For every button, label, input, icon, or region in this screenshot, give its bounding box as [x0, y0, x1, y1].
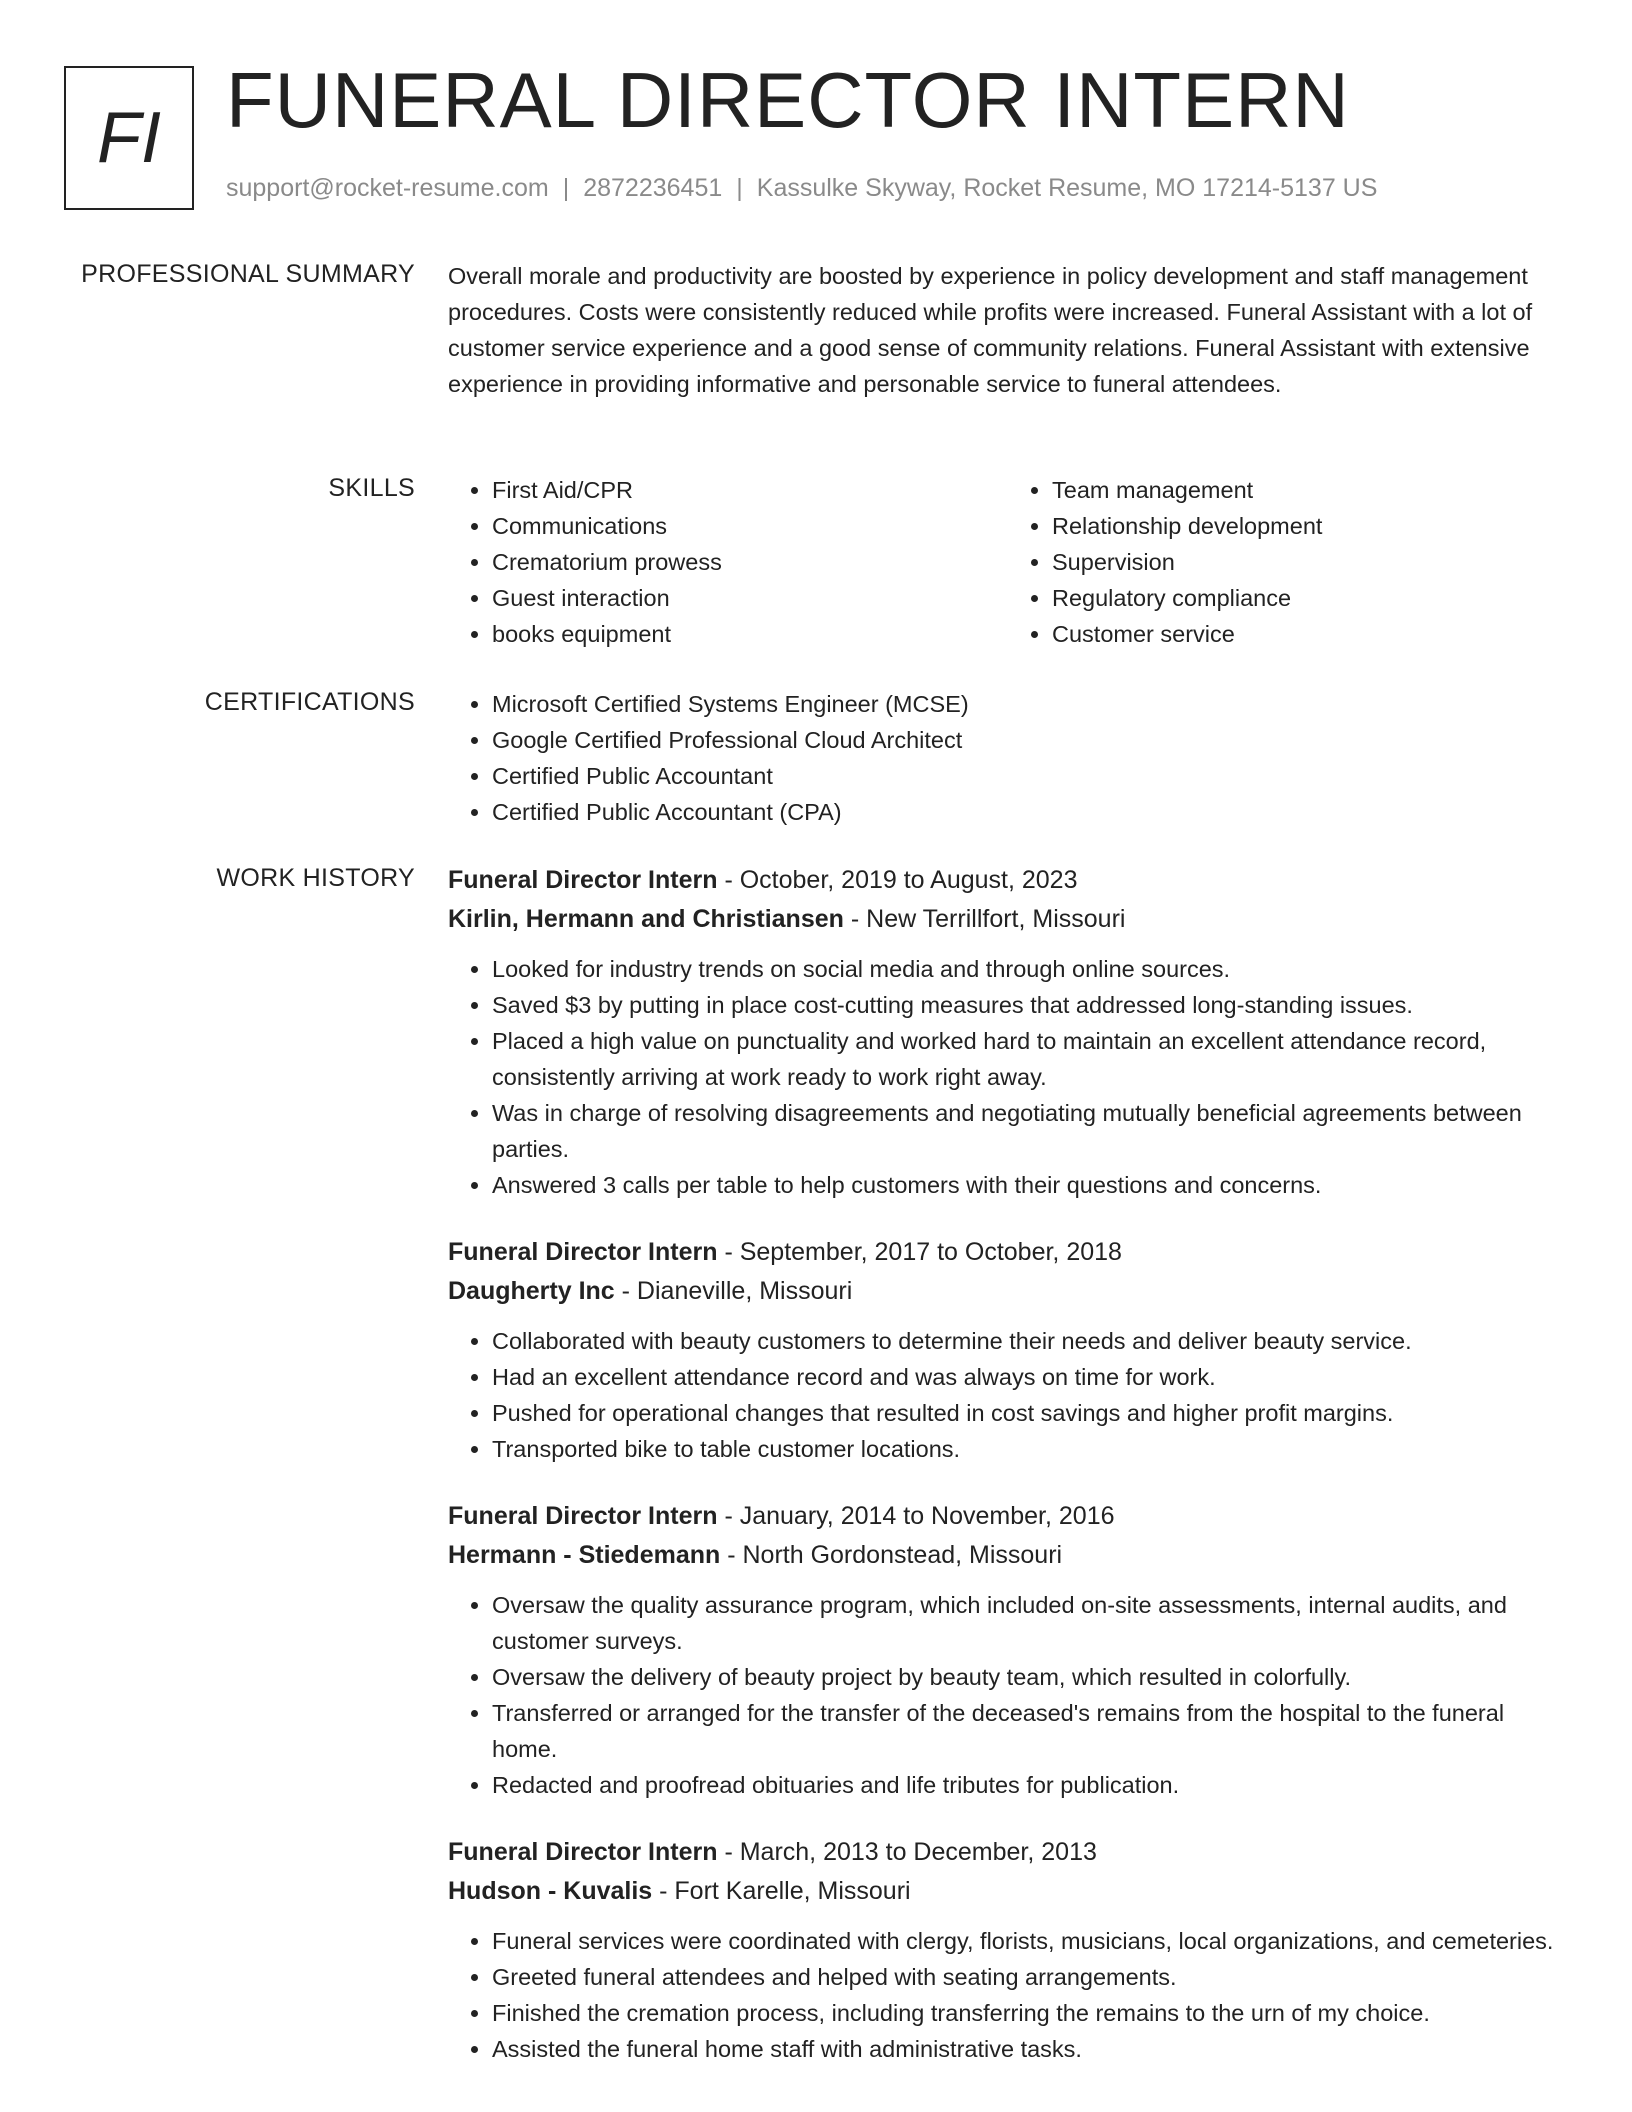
- skill-item: • Relationship development: [1052, 508, 1568, 544]
- job-bullet: • Looked for industry trends on social media and through online sources.: [492, 951, 1568, 987]
- job-title-line: [448, 1233, 1568, 1272]
- job-bullets: [448, 1587, 1568, 1803]
- skills-heading: SKILLS: [328, 474, 415, 502]
- certifications-heading: CERTIFICATIONS: [204, 688, 415, 716]
- skill-item: • Customer service: [1052, 616, 1568, 652]
- job-bullets: [448, 1923, 1568, 2067]
- job-title: Funeral Director Intern: [448, 1838, 718, 1866]
- certifications-body: [448, 686, 1568, 830]
- job-title-line: [448, 1497, 1568, 1536]
- job-title: Funeral Director Intern: [448, 866, 718, 894]
- job-dates: - October, 2019 to August, 2023: [724, 866, 1078, 894]
- job-location: - Fort Karelle, Missouri: [659, 1877, 911, 1905]
- skill-item: • First Aid/CPR: [492, 472, 1008, 508]
- certification-item: • Certified Public Accountant: [492, 758, 1568, 794]
- job-company: Daugherty Inc: [448, 1277, 615, 1305]
- job-bullet: • Greeted funeral attendees and helped with seating arrangements.: [492, 1959, 1568, 1995]
- certification-item: • Certified Public Accountant (CPA): [492, 794, 1568, 830]
- job-bullet: • Funeral services were coordinated with clergy, florists, musicians, local organizations, and cemeteries.: [492, 1923, 1568, 1959]
- skill-item: • Team management: [1052, 472, 1568, 508]
- job-location: - North Gordonstead, Missouri: [727, 1541, 1063, 1569]
- monogram-logo: [64, 66, 194, 210]
- job-title: Funeral Director Intern: [448, 1238, 718, 1266]
- job-bullet: • Finished the cremation process, including transferring the remains to the urn of my choice.: [492, 1995, 1568, 2031]
- job-bullets: [448, 1323, 1568, 1467]
- job-dates: - September, 2017 to October, 2018: [724, 1238, 1122, 1266]
- skill-item: • Supervision: [1052, 544, 1568, 580]
- job-bullet: • Transported bike to table customer locations.: [492, 1431, 1568, 1467]
- contact-phone[interactable]: 2872236451: [583, 174, 723, 202]
- job-bullet: • Assisted the funeral home staff with administrative tasks.: [492, 2031, 1568, 2067]
- contact-separator: |: [736, 174, 743, 202]
- job-dates: - January, 2014 to November, 2016: [724, 1502, 1115, 1530]
- job-entry: [448, 1233, 1568, 1467]
- certification-item: • Microsoft Certified Systems Engineer (MCSE): [492, 686, 1568, 722]
- job-dates: - March, 2013 to December, 2013: [724, 1838, 1097, 1866]
- job-company: Kirlin, Hermann and Christiansen: [448, 905, 844, 933]
- skill-item: • books equipment: [492, 616, 1008, 652]
- resume-name: FUNERAL DIRECTOR INTERN: [226, 56, 1350, 144]
- work-history-heading: WORK HISTORY: [216, 864, 415, 892]
- job-bullets: [448, 951, 1568, 1203]
- contact-separator: |: [562, 174, 570, 202]
- skills-grid: [448, 472, 1568, 652]
- skill-item: • Regulatory compliance: [1052, 580, 1568, 616]
- job-bullet: • Redacted and proofread obituaries and life tributes for publication.: [492, 1767, 1568, 1803]
- contact-address: Kassulke Skyway, Rocket Resume, MO 17214-5137 US: [756, 174, 1378, 202]
- job-entry: [448, 861, 1568, 1203]
- job-bullet: • Transferred or arranged for the transfer of the deceased's remains from the hospital to the funeral home.: [492, 1695, 1568, 1767]
- job-entry: [448, 1497, 1568, 1803]
- skills-left-list: [448, 472, 1008, 652]
- work-history-body: [448, 861, 1568, 2097]
- job-bullet: • Collaborated with beauty customers to determine their needs and deliver beauty service.: [492, 1323, 1568, 1359]
- skill-item: • Guest interaction: [492, 580, 1008, 616]
- job-bullet: • Answered 3 calls per table to help customers with their questions and concerns.: [492, 1167, 1568, 1203]
- job-bullet: • Saved $3 by putting in place cost-cutting measures that addressed long-standing issues.: [492, 987, 1568, 1023]
- certifications-list: [448, 686, 1568, 830]
- summary-text: Overall morale and productivity are boosted by experience in policy development and staff management procedures. Costs were consistently reduced while profits were increased. Funeral Assistant with a lot of customer service experience and a good sense of community relations. Funeral Assistant with extensive experience in providing informative and personable service to funeral attendees.: [448, 263, 1533, 397]
- job-title-line: [448, 1833, 1568, 1872]
- monogram-text: FI: [97, 98, 161, 178]
- contact-line: [226, 174, 1377, 203]
- skill-item: • Communications: [492, 508, 1008, 544]
- job-location: - Dianeville, Missouri: [621, 1277, 853, 1305]
- job-entry: [448, 1833, 1568, 2067]
- job-location: - New Terrillfort, Missouri: [850, 905, 1126, 933]
- skill-item: • Crematorium prowess: [492, 544, 1008, 580]
- job-bullet: • Had an excellent attendance record and was always on time for work.: [492, 1359, 1568, 1395]
- certification-item: • Google Certified Professional Cloud Architect: [492, 722, 1568, 758]
- job-bullet: • Oversaw the delivery of beauty project by beauty team, which resulted in colorfully.: [492, 1659, 1568, 1695]
- job-company-line: [448, 1272, 1568, 1311]
- job-company-line: [448, 1872, 1568, 1911]
- skills-right-list: [1008, 472, 1568, 652]
- contact-email[interactable]: support@rocket-resume.com: [226, 174, 549, 202]
- job-company: Hermann - Stiedemann: [448, 1541, 721, 1569]
- job-bullet: • Was in charge of resolving disagreements and negotiating mutually beneficial agreements between parties.: [492, 1095, 1568, 1167]
- job-bullet: • Oversaw the quality assurance program, which included on-site assessments, internal audits, and customer surveys.: [492, 1587, 1568, 1659]
- summary-heading: PROFESSIONAL SUMMARY: [81, 260, 415, 288]
- job-bullet: • Placed a high value on punctuality and worked hard to maintain an excellent attendance record, consistently arriving at work ready to work right away.: [492, 1023, 1568, 1095]
- job-title-line: [448, 861, 1568, 900]
- job-bullet: • Pushed for operational changes that resulted in cost savings and higher profit margins.: [492, 1395, 1568, 1431]
- job-company-line: [448, 1536, 1568, 1575]
- job-company: Hudson - Kuvalis: [448, 1877, 653, 1905]
- job-title: Funeral Director Intern: [448, 1502, 718, 1530]
- job-company-line: [448, 900, 1568, 939]
